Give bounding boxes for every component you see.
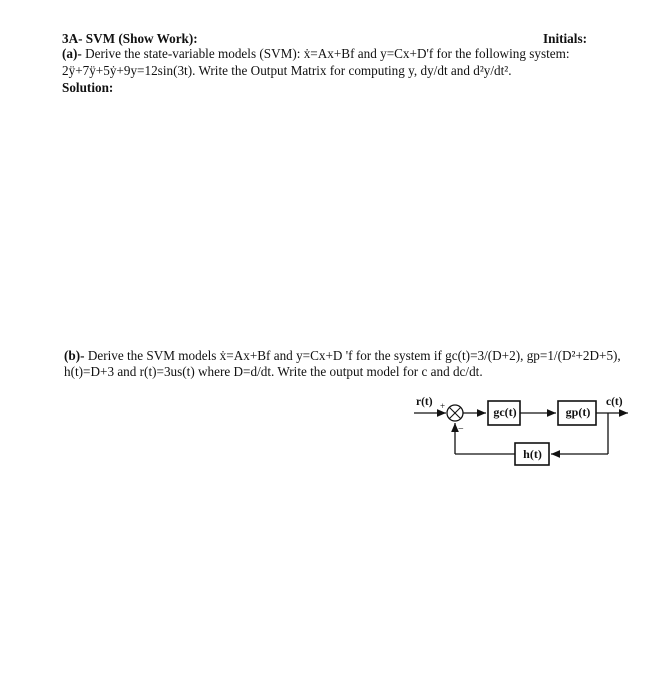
summing-plus-sign: + [440, 401, 446, 411]
feedback-label: h(t) [523, 447, 542, 461]
solution-label: Solution: [62, 80, 114, 95]
controller-label: gc(t) [493, 405, 517, 419]
part-a-line-2: 2ÿ+7ÿ+5ẏ+9y=12sin(3t). Write the Output Matrix for computing y, dy/dt and d²y/dt². [62, 63, 512, 78]
part-b-label: (b)- [64, 348, 85, 363]
part-b-line-2: h(t)=D+3 and r(t)=3us(t) where D=d/dt. Write the output model for c and dc/dt. [64, 364, 483, 379]
part-b-text-1: Derive the SVM models ẋ=Ax+Bf and y=Cx+D 'f for the system if gc(t)=3/(D+2), gp=1/(D²+2D+5), [84, 348, 621, 363]
input-label: r(t) [416, 396, 433, 408]
initials-label: Initials: [543, 31, 587, 46]
plant-label: gp(t) [565, 405, 591, 419]
output-label: c(t) [606, 396, 623, 408]
part-a-label: (a)- [62, 46, 82, 61]
summing-junction [447, 405, 463, 421]
summing-minus-sign: − [458, 424, 464, 435]
part-a-text-1: Derive the state-variable models (SVM): ẋ=Ax+Bf and y=Cx+D'f for the following system: [81, 46, 570, 61]
section-title: 3A- SVM (Show Work): [62, 31, 198, 46]
